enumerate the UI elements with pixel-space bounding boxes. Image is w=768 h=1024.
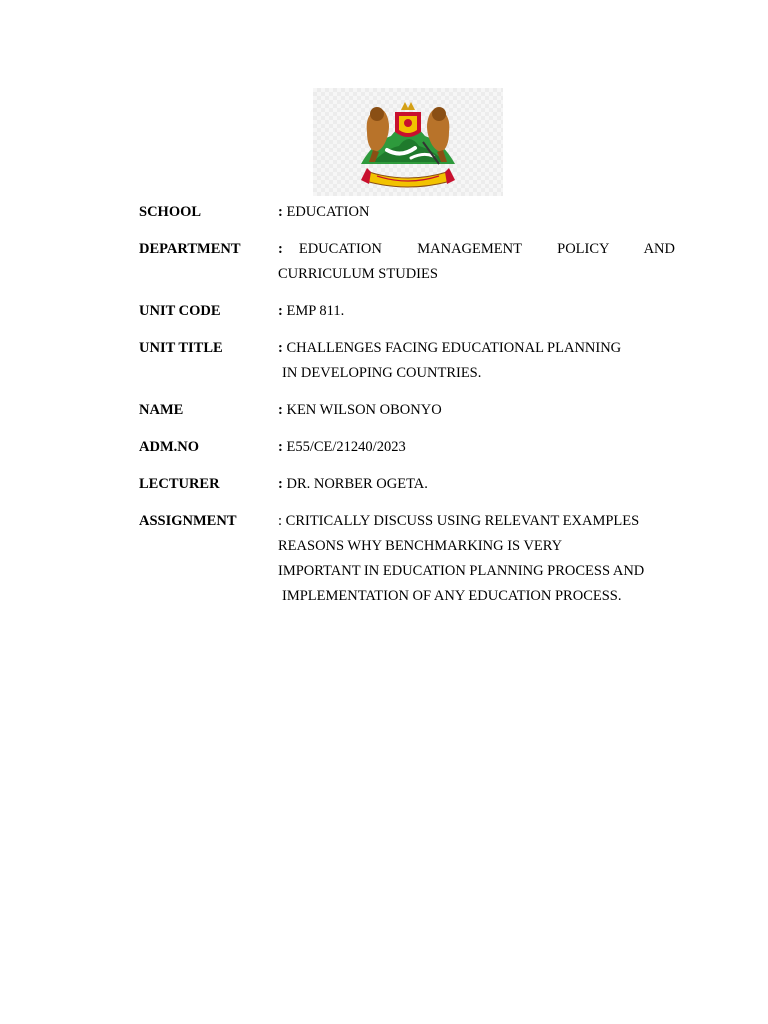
field-value: : DR. NORBER OGETA. [278,476,428,492]
field-department [139,237,675,287]
university-coat-of-arms-icon [353,92,463,192]
cover-fields [139,200,675,621]
field-label: SCHOOL [139,204,202,220]
field-value-line: EDUCATION MANAGEMENT POLICY AND [298,241,675,257]
logo-container [313,88,503,196]
field-label: UNIT TITLE [139,340,223,356]
field-value-line: IMPORTANT IN EDUCATION PLANNING PROCESS AND [278,563,645,579]
field-value: : CHALLENGES FACING EDUCATIONAL PLANNING IN DEVELOPING COUNTRIES. [278,340,622,381]
field-value: : EMP 811. [278,303,345,319]
field-name [139,398,675,423]
field-label: ADM.NO [139,439,200,455]
field-value: : E55/CE/21240/2023 [278,439,406,455]
field-value-line: EDUCATION [286,204,370,220]
field-value-line: EMP 811. [286,303,345,319]
field-value: : CRITICALLY DISCUSS USING RELEVANT EXAMPLES REASONS WHY BENCHMARKING IS VERY IMPORTANT IN EDUCATION PLANNING PROCESS AND IMPLEMENTATION OF ANY EDUCATION PROCESS. [278,513,645,604]
field-assignment [139,509,675,609]
field-value-line: DR. NORBER OGETA. [286,476,428,492]
field-label: LECTURER [139,476,220,492]
field-value-line: IMPLEMENTATION OF ANY EDUCATION PROCESS. [282,588,622,604]
field-value-line: CHALLENGES FACING EDUCATIONAL PLANNING [286,340,622,356]
field-unit-code [139,299,675,324]
field-lecturer [139,472,675,497]
field-value: : EDUCATION MANAGEMENT POLICY AND CURRICULUM STUDIES [278,237,675,287]
field-label: DEPARTMENT [139,241,241,257]
field-value-line: CURRICULUM STUDIES [278,266,438,282]
field-value-line: REASONS WHY BENCHMARKING IS VERY [278,538,563,554]
field-value: : EDUCATION [278,204,370,220]
field-adm-no [139,435,675,460]
field-label: NAME [139,402,184,418]
field-value: : KEN WILSON OBONYO [278,402,442,418]
field-unit-title [139,336,675,386]
field-value-line: CRITICALLY DISCUSS USING RELEVANT EXAMPLES [285,513,640,529]
field-value-line: E55/CE/21240/2023 [286,439,406,455]
field-label: UNIT CODE [139,303,221,319]
field-value-line: IN DEVELOPING COUNTRIES. [282,365,482,381]
field-school [139,200,675,225]
field-label: ASSIGNMENT [139,513,237,529]
field-value-line: KEN WILSON OBONYO [286,402,442,418]
